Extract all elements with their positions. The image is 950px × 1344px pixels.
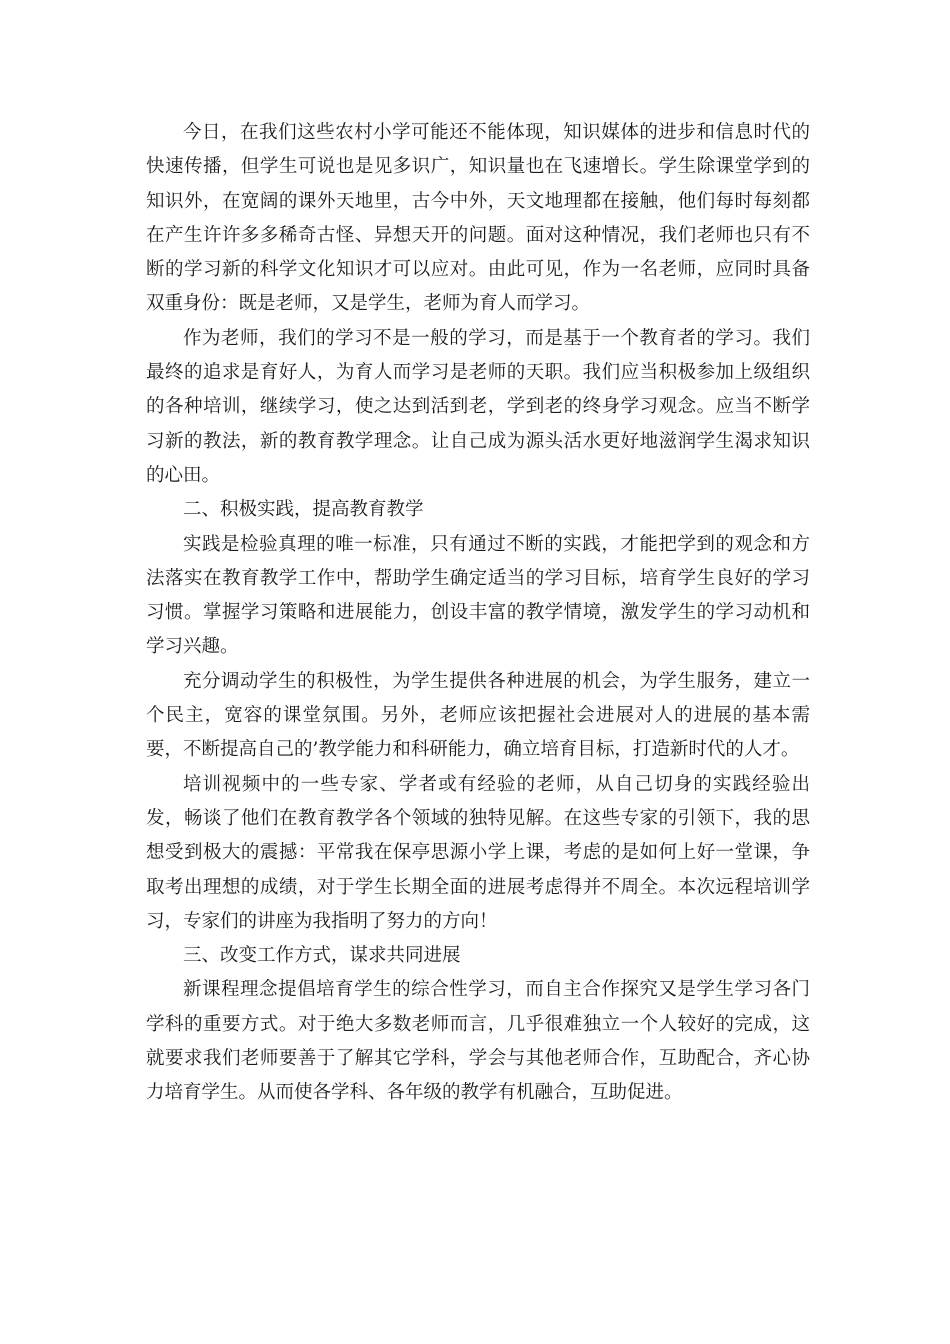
section-heading: 三、改变工作方式，谋求共同进展	[183, 945, 461, 967]
body-paragraph: 作为老师，我们的学习不是一般的学习，而是基于一个教育者的学习。我们最终的追求是育好人，为育人而学习是老师的天职。我们应当积极参加上级组织的各种培训，继续学习，使之达到活到老，学到老的终身学习观念。应当不断学习新的教法，新的教育教学理念。让自己成为源头活水更好地滋润学生渴求知识的心田。	[146, 327, 810, 486]
document-page	[146, 116, 810, 1111]
body-paragraph: 充分调动学生的积极性，为学生提供各种进展的机会，为学生服务，建立一个民主，宽容的课堂氛围。另外，老师应该把握社会进展对人的进展的基本需要，不断提高自己的’教学能力和科研能力，确立培育目标，打造新时代的人才。	[146, 670, 810, 761]
body-paragraph: 今日，在我们这些农村小学可能还不能体现，知识媒体的进步和信息时代的快速传播，但学生可说也是见多识广，知识量也在飞速增长。学生除课堂学到的知识外，在宽阔的课外天地里，古今中外，天文地理都在接触，他们每时每刻都在产生许许多多稀奇古怪、异想天开的问题。面对这种情况，我们老师也只有不断的学习新的科学文化知识才可以应对。由此可见，作为一名老师，应同时具备双重身份：既是老师，又是学生，老师为育人而学习。	[146, 122, 810, 315]
body-paragraph: 新课程理念提倡培育学生的综合性学习，而自主合作探究又是学生学习各门学科的重要方式。对于绝大多数老师而言，几乎很难独立一个人较好的完成，这就要求我们老师要善于了解其它学科，学会与其他老师合作，互助配合，齐心协力培育学生。从而使各学科、各年级的教学有机融合，互助促进。	[146, 979, 810, 1104]
body-paragraph: 实践是检验真理的唯一标准，只有通过不断的实践，才能把学到的观念和方法落实在教育教学工作中，帮助学生确定适当的学习目标，培育学生良好的学习习惯。掌握学习策略和进展能力，创设丰富的教学情境，激发学生的学习动机和学习兴趣。	[146, 533, 810, 658]
body-paragraph: 培训视频中的一些专家、学者或有经验的老师，从自己切身的实践经验出发，畅谈了他们在教育教学各个领域的独特见解。在这些专家的引领下，我的思想受到极大的震撼：平常我在保亭思源小学上课，考虑的是如何上好一堂课，争取考出理想的成绩，对于学生长期全面的进展考虑得并不周全。本次远程培训学习，专家们的讲座为我指明了努力的方向！	[146, 773, 810, 932]
section-heading: 二、积极实践，提高教育教学	[183, 499, 424, 521]
